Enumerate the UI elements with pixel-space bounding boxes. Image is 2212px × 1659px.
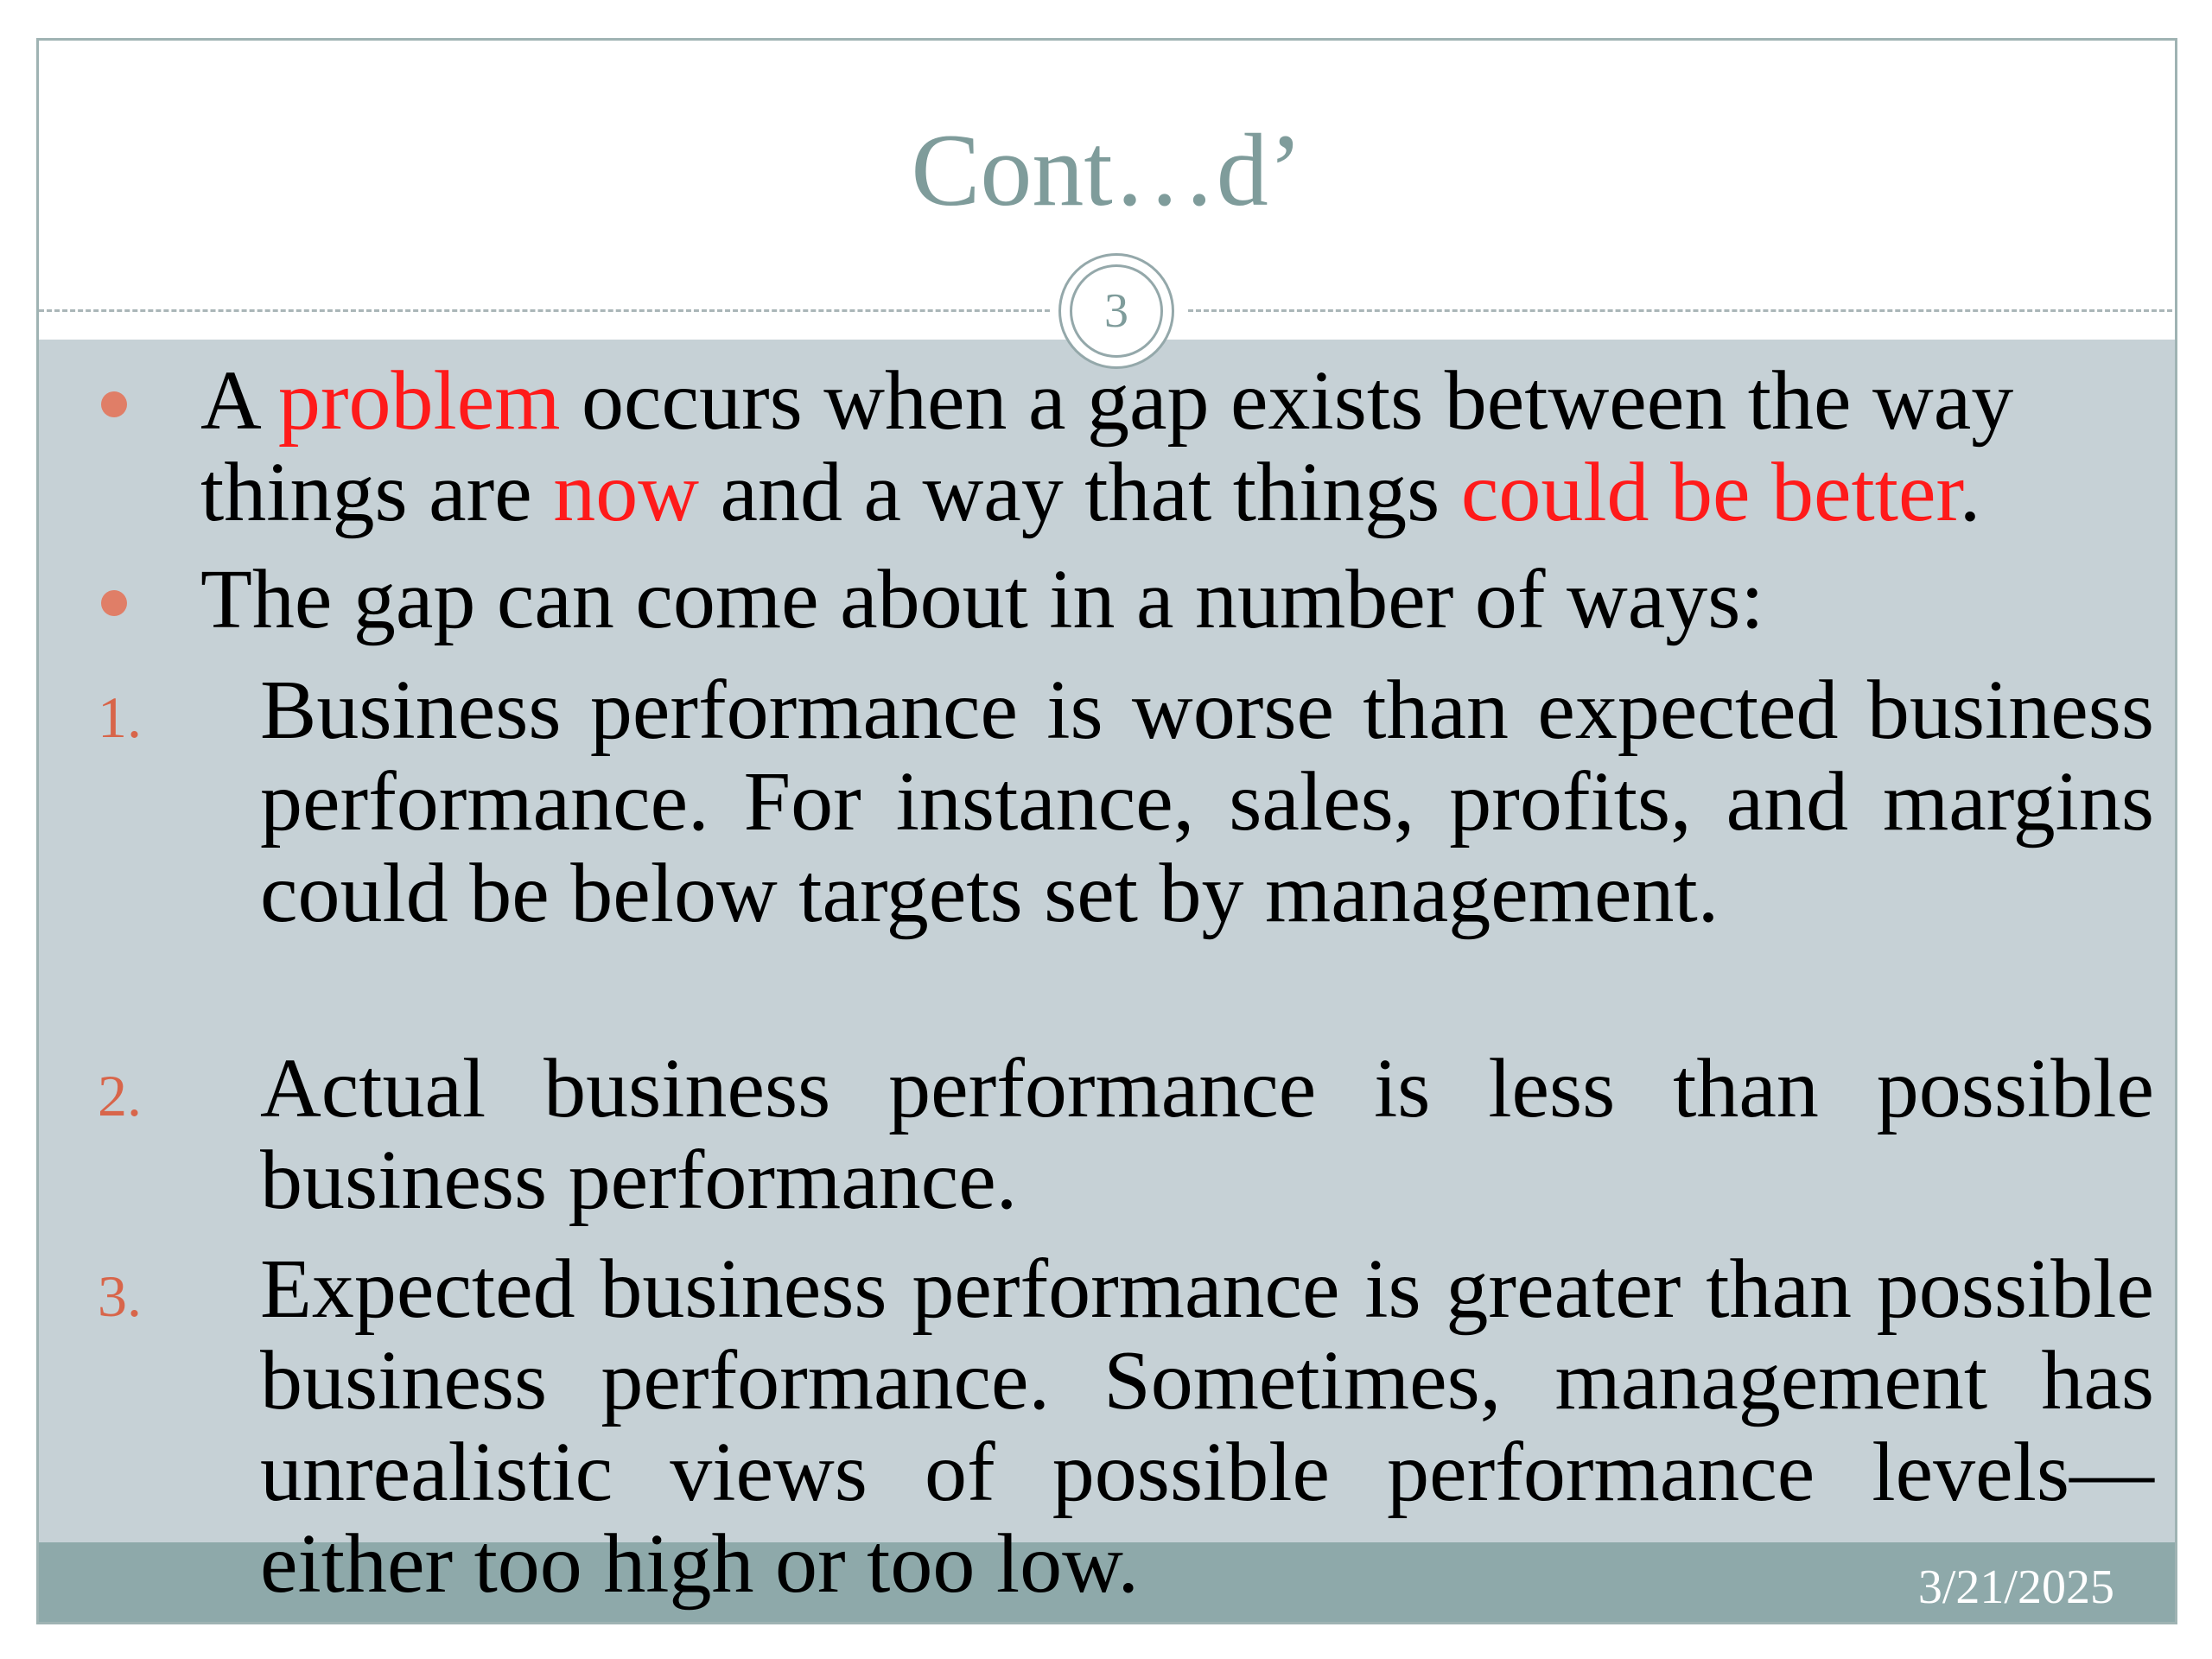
bullet-item: [101, 355, 2158, 538]
item-number: 1.: [98, 684, 142, 750]
item-text: Expected business performance is greater than possible business performance. Sometimes, management has unrealistic views of possible performance levels—either too high or too low.: [260, 1243, 2154, 1611]
highlight-now: now: [553, 446, 700, 539]
highlight-could-be-better: could be better: [1460, 446, 1960, 539]
bullet-dot-icon: [101, 391, 127, 417]
bullet-item: [101, 554, 2158, 645]
item-number: 2.: [98, 1063, 142, 1128]
highlight-problem: problem: [277, 354, 561, 448]
item-number: 3.: [98, 1263, 142, 1329]
bullet-text: A problem occurs when a gap exists between the way things are now and a way that things could be better.: [200, 354, 2014, 539]
bullet-dot-icon: [101, 590, 127, 616]
bullet-text: The gap can come about in a number of ways:: [200, 553, 1764, 646]
slide-number-badge: [1058, 253, 1174, 369]
item-text: Business performance is worse than expected business performance. For instance, sales, profits, and margins could be below targets set by management.: [260, 664, 2154, 940]
title-divider-right: [1188, 309, 2177, 312]
numbered-item-3: [98, 1243, 2154, 1610]
slide-date: 3/21/2025: [1917, 1560, 2114, 1614]
item-text: Actual business performance is less than possible business performance.: [260, 1042, 2154, 1227]
slide-number: 3: [1070, 264, 1163, 358]
numbered-item-1: [98, 664, 2154, 939]
slide-title: Cont…d’: [911, 112, 1303, 227]
title-divider-left: [39, 309, 1050, 312]
slide: [36, 38, 2177, 1624]
numbered-item-2: [98, 1043, 2154, 1226]
